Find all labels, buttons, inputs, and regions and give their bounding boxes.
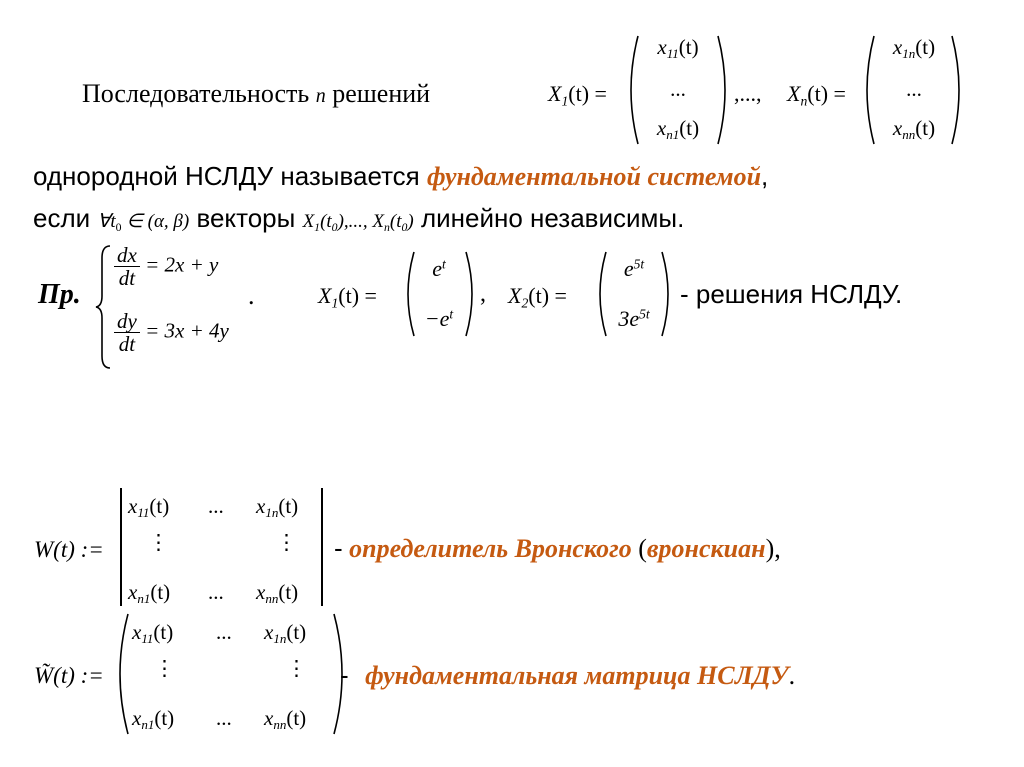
equation-1: $\frac{dx}{dt}$ = 2x + y bbox=[114, 244, 218, 289]
w-vdots-right: ⋮ bbox=[276, 530, 297, 554]
definition-line-2: однородной НСЛДУ называется фундаментальной системой, bbox=[33, 161, 769, 191]
example-X2-column: $e^{5t}$ $3e^{5t}$ bbox=[618, 256, 650, 331]
w-vdots-left: ⋮ bbox=[148, 530, 169, 554]
fundamental-matrix-lhs: W̃(t) := bbox=[34, 663, 104, 688]
fundamental-system-term: фундаментальной системой bbox=[427, 162, 762, 191]
fm-left-paren bbox=[110, 612, 132, 736]
solutions-word: решений bbox=[332, 79, 431, 108]
definition-line-1 bbox=[82, 79, 430, 109]
equation-2: $\frac{dy}{dt}$ = 3x + 4y bbox=[114, 310, 229, 355]
X1-column bbox=[640, 37, 716, 141]
wronskian-right-bar bbox=[321, 488, 323, 606]
w-r1c3: $x_{1n}(t)$ bbox=[256, 494, 299, 521]
example-period: . bbox=[248, 281, 255, 310]
Xn-lhs: $X_n(t)$ = bbox=[787, 81, 846, 109]
n-symbol: n bbox=[315, 85, 326, 107]
ellipsis-separator: ,..., bbox=[734, 81, 762, 106]
fundamental-matrix-description: - фундаментальная матрица НСЛДУ. bbox=[340, 660, 796, 690]
w-r3c2: ... bbox=[208, 580, 224, 604]
X1-lhs: $X_1(t)$ = bbox=[548, 81, 607, 109]
example-label: Пр. bbox=[38, 279, 81, 310]
example-X2-right-paren bbox=[658, 250, 676, 338]
example-comma: , bbox=[480, 281, 486, 307]
wronskian-lhs: W(t) := bbox=[34, 537, 104, 562]
w-r3c1: $x_{n1}(t)$ bbox=[128, 580, 171, 607]
example-X1-right-paren bbox=[462, 250, 480, 338]
intro-text: Последовательность bbox=[82, 79, 310, 108]
X1-entry-mid: ... bbox=[670, 76, 686, 101]
wronskian-term: определитель Вронского bbox=[349, 534, 632, 563]
wronskian-matrix bbox=[128, 494, 318, 607]
example-X1-lhs: $X_1(t)$ = bbox=[318, 283, 377, 311]
w-r1c2: ... bbox=[208, 494, 224, 518]
vectors-math: $X_1(t_0)$,..., $X_n(t_0)$ bbox=[302, 211, 414, 234]
wronskian-alt-term: вронскиан bbox=[646, 534, 766, 563]
Xn-column: $x_{1n}(t)$ ... $x_{nn}(t)$ bbox=[892, 35, 936, 142]
wronskian-description: - определитель Вронского (вронскиан), bbox=[334, 533, 781, 563]
definition-line-3: если $\forall t_0$ ∈ (α, β) векторы $X_1(t_0)$,..., $X_n(t_0)$ линейно независимы. bbox=[33, 203, 685, 234]
X1-left-paren bbox=[622, 34, 642, 146]
fundamental-matrix-term: фундаментальная матрица НСЛДУ bbox=[365, 661, 789, 690]
Xn-right-paren bbox=[948, 34, 968, 146]
system-brace bbox=[94, 244, 114, 370]
X1-entry-top: $x_{11}(t)$ bbox=[657, 35, 699, 62]
w-r1c1: $x_{11}(t)$ bbox=[128, 494, 170, 521]
X1-entry-bot: $x_{n1}(t)$ bbox=[656, 115, 700, 142]
example-X1-column: $e^t$ $-e^t$ bbox=[424, 256, 454, 331]
example-tail-text: - решения НСЛДУ. bbox=[680, 279, 903, 309]
wronskian-left-bar bbox=[120, 488, 122, 606]
example-X2-lhs: $X_2(t)$ = bbox=[508, 283, 567, 311]
w-r3c3: $x_{nn}(t)$ bbox=[256, 580, 299, 607]
X1-right-paren bbox=[714, 34, 734, 146]
fundamental-matrix: $x_{11}(t)$ ... $x_{1n}(t)$ ⋮ ⋮ $x_{n1}(t)$ ... $x_{nn}(t)$ bbox=[132, 620, 307, 733]
